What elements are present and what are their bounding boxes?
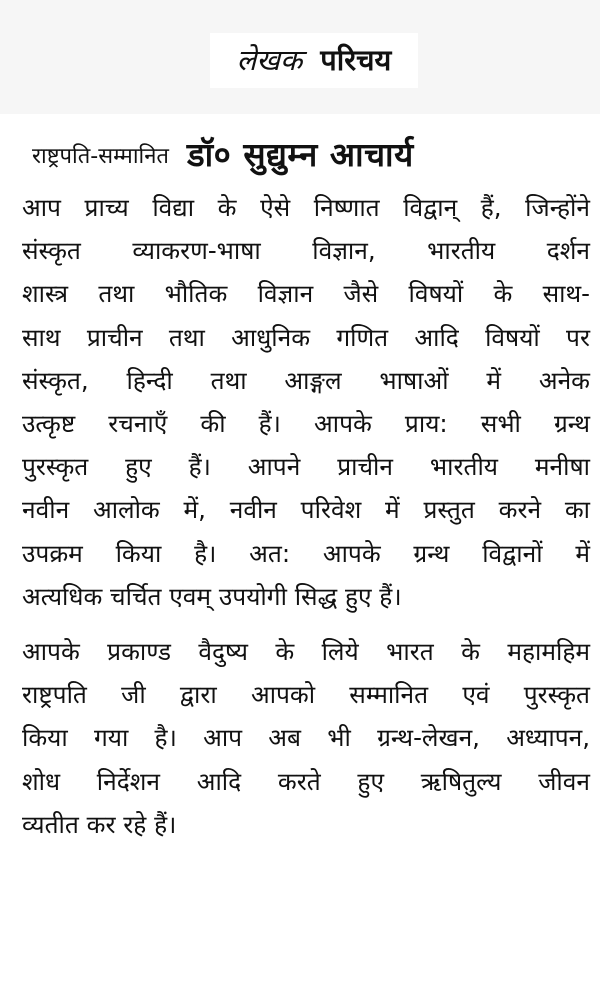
text-line: नवीन आलोक में, नवीन परिवेश में प्रस्तुत करने का <box>22 495 590 525</box>
title-word-parichay: परिचय <box>320 43 392 77</box>
paragraph-1 <box>22 186 590 618</box>
text-line: साथ प्राचीन तथा आधुनिक गणित आदि विषयों पर <box>22 322 590 352</box>
title-word-lekhak: लेखक <box>236 43 303 77</box>
text-line: राष्ट्रपति जी द्वारा आपको सम्मानित एवं पुरस्कृत <box>22 680 590 710</box>
paragraph-2 <box>22 630 590 846</box>
text-line: संस्कृत, हिन्दी तथा आङ्गल भाषाओं में अनेक <box>22 365 590 395</box>
text-line: आप प्राच्य विद्या के ऐसे निष्णात विद्वान् हैं, जिन्होंने <box>22 193 590 222</box>
author-honor: राष्ट्रपति-सम्मानित <box>32 144 169 169</box>
text-line: अत्यधिक चर्चित एवम् उपयोगी सिद्ध हुए हैं। <box>22 581 402 611</box>
author-heading <box>32 120 592 176</box>
text-line: उत्कृष्ट रचनाएँ की हैं। आपके प्राय: सभी ग्रन्थ <box>22 409 590 439</box>
text-line: शास्त्र तथा भौतिक विज्ञान जैसे विषयों के साथ- <box>22 279 590 309</box>
text-line: व्यतीत कर रहे हैं। <box>22 809 177 839</box>
text-line: पुरस्कृत हुए हैं। आपने प्राचीन भारतीय मनीषा <box>22 452 590 482</box>
text-line: किया गया है। आप अब भी ग्रन्थ-लेखन, अध्यापन, <box>22 723 590 753</box>
author-name: डॉ० सुद्युम्न आचार्य <box>186 135 414 174</box>
text-line: उपक्रम किया है। अत: आपके ग्रन्थ विद्वानों में <box>22 538 590 568</box>
biography-body <box>22 186 590 846</box>
text-line: शोध निर्देशन आदि करते हुए ऋषितुल्य जीवन <box>22 766 590 796</box>
text-line: आपके प्रकाण्ड वैदुष्य के लिये भारत के महामहिम <box>22 637 590 667</box>
text-line: संस्कृत व्याकरण-भाषा विज्ञान, भारतीय दर्शन <box>22 236 590 266</box>
page-title <box>210 33 418 88</box>
